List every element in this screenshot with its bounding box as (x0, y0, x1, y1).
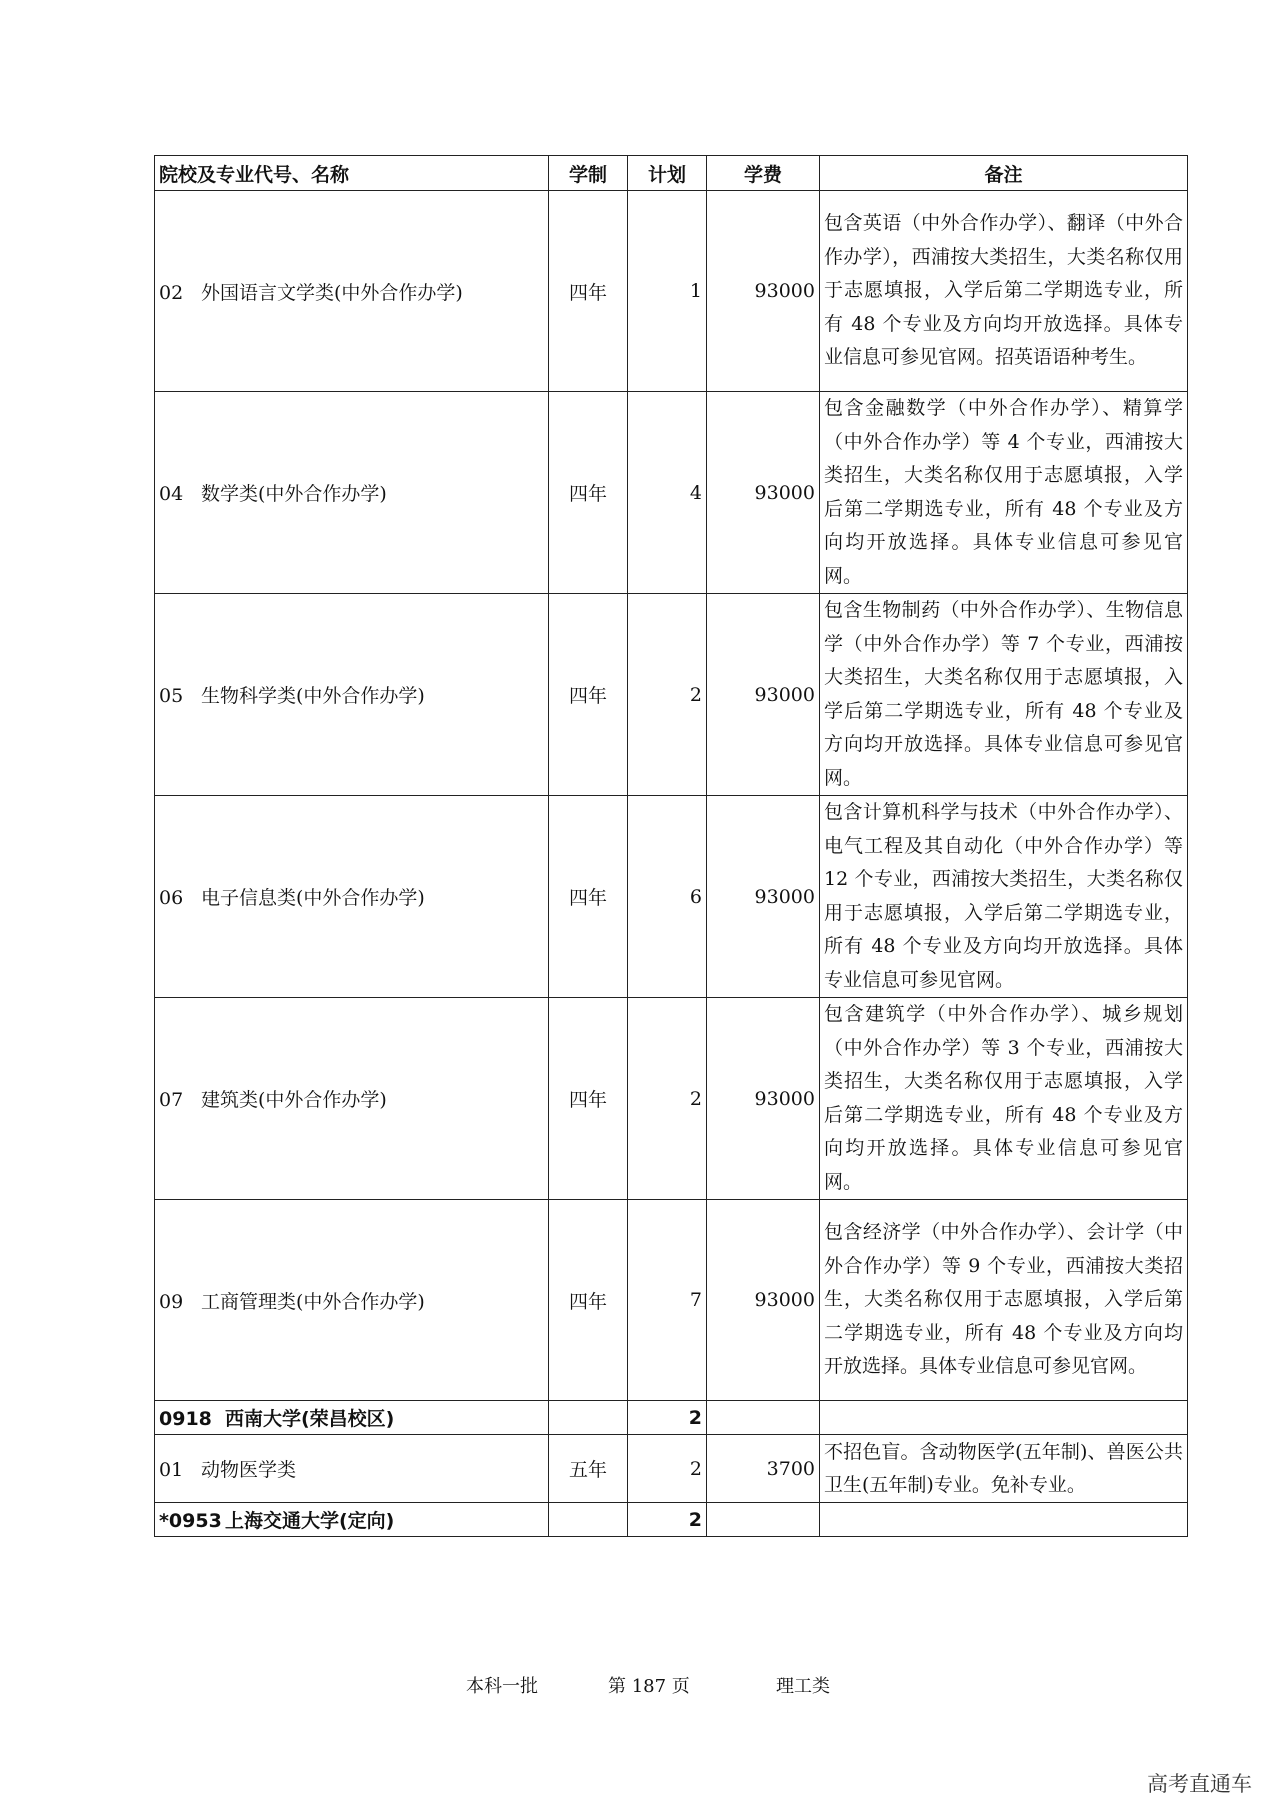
duration-cell: 四年 (549, 998, 628, 1200)
table-row (155, 191, 1188, 392)
note-cell: 包含生物制药（中外合作办学）、生物信息学（中外合作办学）等 7 个专业，西浦按大类招生，大类名称仅用于志愿填报，入学后第二学期选专业，所有 48 个专业及方向均开放选择。具体专业信息可参见官网。 (820, 594, 1188, 796)
major-code: 02 (159, 281, 184, 304)
plan-cell: 2 (628, 1503, 707, 1537)
header-tuition: 学费 (707, 156, 820, 191)
table-row (155, 594, 1188, 796)
major-code: 05 (159, 685, 184, 707)
plan-cell: 4 (628, 392, 707, 594)
tuition-cell (707, 1401, 820, 1435)
major-name: 建筑类(中外合作办学) (201, 1089, 387, 1111)
major-code: 09 (159, 1290, 184, 1313)
major-name-cell (155, 796, 549, 998)
header-name: 院校及专业代号、名称 (155, 156, 549, 191)
duration-cell: 四年 (549, 1200, 628, 1401)
plan-cell: 2 (628, 998, 707, 1200)
page-footer (0, 1672, 1280, 1698)
school-code: 0918 (159, 1408, 212, 1430)
note-cell (820, 1503, 1188, 1537)
major-name: 数学类(中外合作办学) (201, 483, 387, 505)
plan-cell: 7 (628, 1200, 707, 1401)
school-code: *0953 (159, 1510, 222, 1532)
table-row (155, 1435, 1188, 1503)
note-cell: 包含经济学（中外合作办学）、会计学（中外合作办学）等 9 个专业，西浦按大类招生，大类名称仅用于志愿填报，入学后第二学期选专业，所有 48 个专业及方向均开放选择。具体专业信息可参见官网。 (820, 1200, 1188, 1401)
major-code: 04 (159, 483, 184, 505)
note-cell: 不招色盲。含动物医学(五年制)、兽医公共卫生(五年制)专业。免补专业。 (820, 1435, 1188, 1503)
tuition-cell: 93000 (707, 392, 820, 594)
major-name: 生物科学类(中外合作办学) (201, 685, 425, 707)
header-duration: 学制 (549, 156, 628, 191)
table-row (155, 392, 1188, 594)
plan-cell: 6 (628, 796, 707, 998)
footer-batch: 本科一批 (466, 1676, 538, 1697)
header-note: 备注 (820, 156, 1188, 191)
tuition-cell: 93000 (707, 796, 820, 998)
tuition-cell: 3700 (707, 1435, 820, 1503)
tuition-cell: 93000 (707, 1200, 820, 1401)
major-code: 07 (159, 1089, 184, 1111)
school-row-sjtu (155, 1503, 1188, 1537)
major-code: 06 (159, 887, 184, 909)
major-name-cell (155, 1200, 549, 1401)
duration-cell: 四年 (549, 796, 628, 998)
plan-cell: 1 (628, 191, 707, 392)
plan-cell: 2 (628, 1401, 707, 1435)
school-name: 上海交通大学(定向) (225, 1510, 395, 1532)
duration-cell: 四年 (549, 594, 628, 796)
duration-cell: 四年 (549, 392, 628, 594)
major-name: 工商管理类(中外合作办学) (201, 1290, 425, 1313)
footer-page-number: 第 187 页 (608, 1676, 690, 1697)
table-row (155, 796, 1188, 998)
duration-cell: 四年 (549, 191, 628, 392)
major-name: 动物医学类 (201, 1459, 297, 1481)
table-row (155, 1200, 1188, 1401)
major-name-cell (155, 998, 549, 1200)
note-cell (820, 1401, 1188, 1435)
duration-cell (549, 1503, 628, 1537)
table-row (155, 998, 1188, 1200)
tuition-cell: 93000 (707, 191, 820, 392)
tuition-cell (707, 1503, 820, 1537)
note-cell: 包含英语（中外合作办学）、翻译（中外合作办学），西浦按大类招生，大类名称仅用于志愿填报，入学后第二学期选专业，所有 48 个专业及方向均开放选择。具体专业信息可参见官网。招英语语种考生。 (820, 191, 1188, 392)
header-plan: 计划 (628, 156, 707, 191)
watermark: 高考直通车 (1147, 1772, 1252, 1796)
school-name-cell (155, 1503, 549, 1537)
school-name-cell (155, 1401, 549, 1435)
duration-cell: 五年 (549, 1435, 628, 1503)
tuition-cell: 93000 (707, 594, 820, 796)
note-cell: 包含建筑学（中外合作办学）、城乡规划（中外合作办学）等 3 个专业，西浦按大类招生，大类名称仅用于志愿填报，入学后第二学期选专业，所有 48 个专业及方向均开放选择。具体专业信息可参见官网。 (820, 998, 1188, 1200)
duration-cell (549, 1401, 628, 1435)
tuition-cell: 93000 (707, 998, 820, 1200)
plan-cell: 2 (628, 594, 707, 796)
major-name-cell (155, 594, 549, 796)
school-row-rongchang (155, 1401, 1188, 1435)
note-cell: 包含金融数学（中外合作办学）、精算学（中外合作办学）等 4 个专业，西浦按大类招生，大类名称仅用于志愿填报，入学后第二学期选专业，所有 48 个专业及方向均开放选择。具体专业信息可参见官网。 (820, 392, 1188, 594)
school-name: 西南大学(荣昌校区) (225, 1408, 395, 1430)
major-name: 电子信息类(中外合作办学) (201, 887, 425, 909)
major-code: 01 (159, 1459, 184, 1481)
major-name-cell (155, 392, 549, 594)
admissions-table (154, 155, 1188, 1537)
plan-cell: 2 (628, 1435, 707, 1503)
major-name-cell (155, 191, 549, 392)
footer-category: 理工类 (776, 1676, 830, 1697)
major-name-cell (155, 1435, 549, 1503)
note-cell: 包含计算机科学与技术（中外合作办学）、电气工程及其自动化（中外合作办学）等 12 个专业，西浦按大类招生，大类名称仅用于志愿填报，入学后第二学期选专业，所有 48 个专业及方向均开放选择。具体专业信息可参见官网。 (820, 796, 1188, 998)
header-row (155, 156, 1188, 191)
major-name: 外国语言文学类(中外合作办学) (201, 281, 463, 304)
